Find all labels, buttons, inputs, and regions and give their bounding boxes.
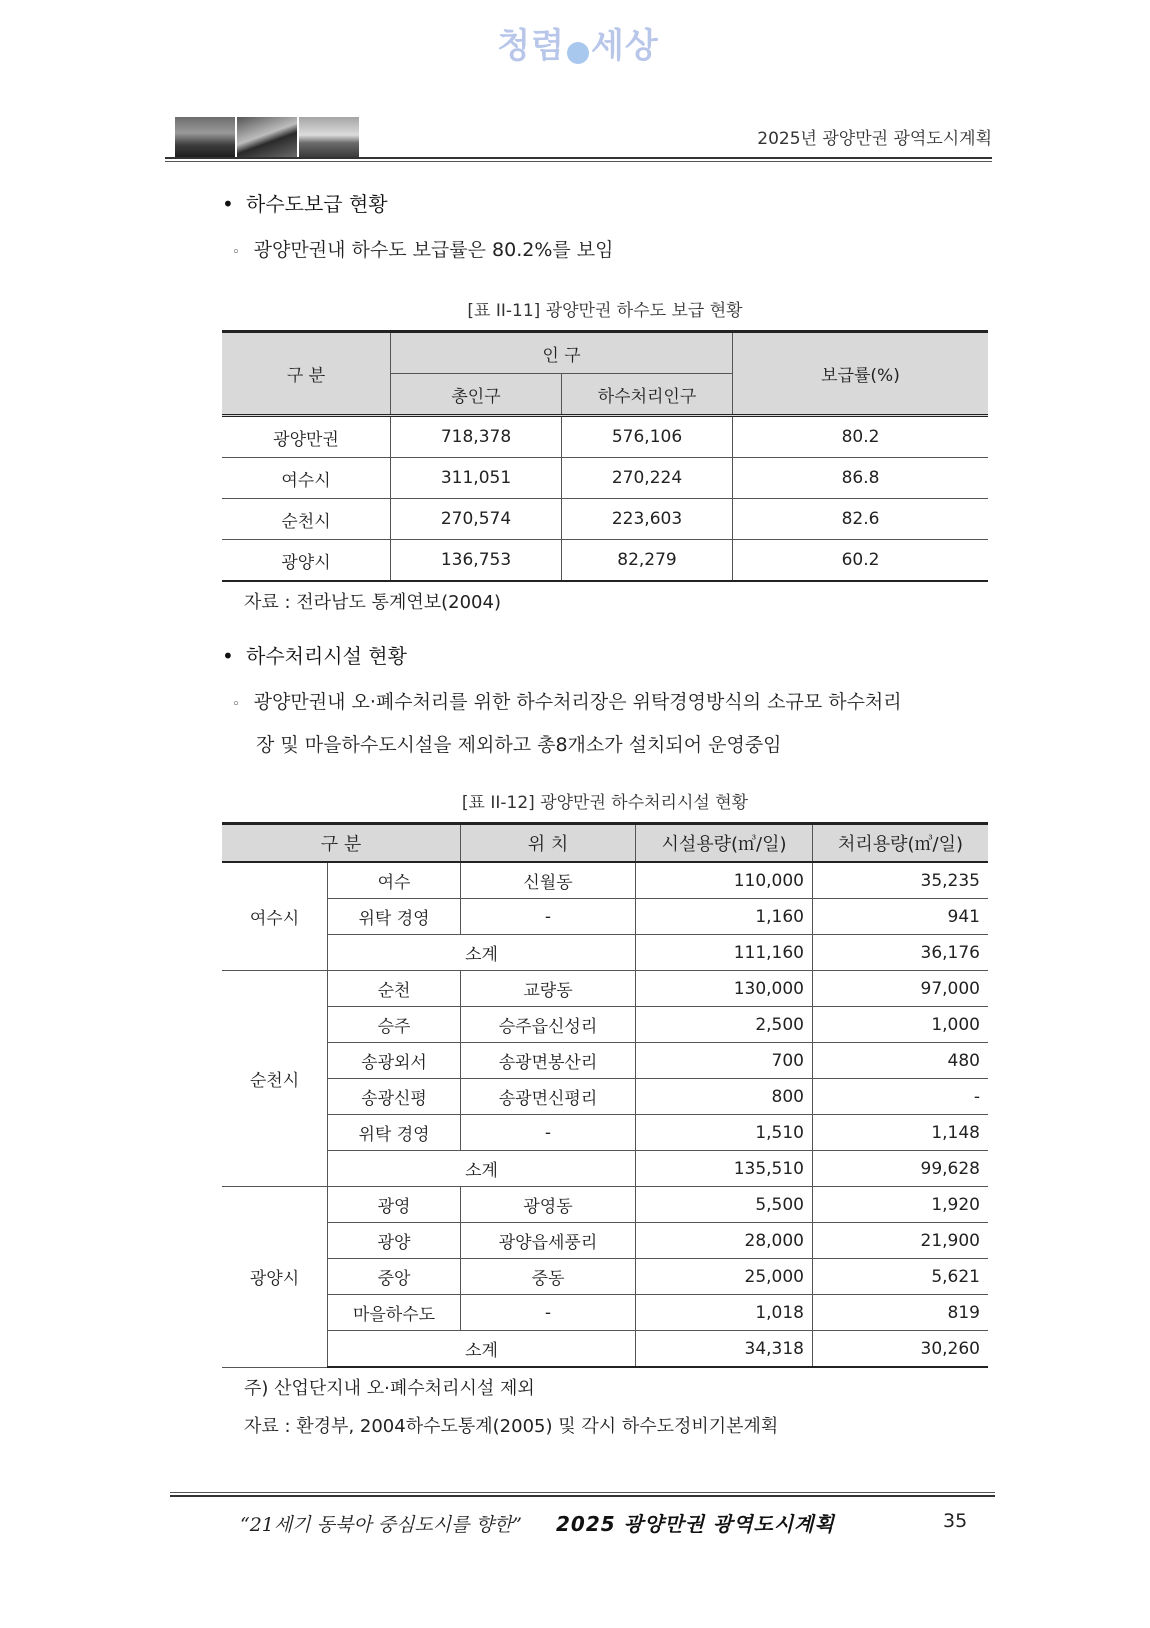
cell-location: -: [461, 1295, 636, 1331]
cell-total: 311,051: [391, 458, 562, 499]
table-row: [222, 1187, 988, 1223]
cell-capacity: 130,000: [636, 971, 813, 1007]
cell-total: 270,574: [391, 499, 562, 540]
cell-rate: 60.2: [733, 540, 989, 582]
treatment-facilities-table: [222, 822, 988, 1368]
source-note-1: 자료 : 전라남도 통계연보(2004): [244, 592, 501, 613]
th-gubun: 구 분: [222, 332, 391, 416]
header-logo: [488, 18, 668, 74]
sewer-supply-table: [222, 330, 988, 582]
cell-treated: 576,106: [562, 416, 733, 458]
table-row: [222, 1115, 988, 1151]
cell-facility: 송광외서: [328, 1043, 461, 1079]
cell-location: 교량동: [461, 971, 636, 1007]
paragraph-text-line1: 광양만권내 오·폐수처리를 위한 하수처리장은 위탁경영방식의 소규모 하수처리: [253, 691, 902, 713]
table-row: [222, 899, 988, 935]
footer-rule-thin: [170, 1492, 995, 1493]
table-row: [222, 499, 988, 540]
cell-subtotal-label: 소계: [328, 935, 636, 971]
cell-processed: 1,148: [813, 1115, 989, 1151]
table-caption-11: [표 II-11] 광양만권 하수도 보급 현황: [467, 301, 743, 321]
cell-rate: 82.6: [733, 499, 989, 540]
cell-capacity: 2,500: [636, 1007, 813, 1043]
cell-total: 136,753: [391, 540, 562, 582]
cell-subtotal-capacity: 34,318: [636, 1331, 813, 1368]
cell-region: 여수시: [222, 458, 391, 499]
cell-facility: 송광신평: [328, 1079, 461, 1115]
cell-region: 순천시: [222, 499, 391, 540]
table-row-subtotal: [222, 1331, 988, 1368]
cell-city: 순천시: [222, 971, 328, 1187]
cell-subtotal-label: 소계: [328, 1151, 636, 1187]
cell-city: 여수시: [222, 862, 328, 971]
cell-processed: 1,920: [813, 1187, 989, 1223]
paragraph-treatment: [232, 682, 992, 765]
table-row: [222, 540, 988, 582]
cell-capacity: 25,000: [636, 1259, 813, 1295]
cell-subtotal-processed: 99,628: [813, 1151, 989, 1187]
header-photo-coast: [175, 117, 235, 157]
table-row: [222, 458, 988, 499]
cell-processed: 819: [813, 1295, 989, 1331]
cell-facility: 여수: [328, 862, 461, 899]
cell-capacity: 5,500: [636, 1187, 813, 1223]
paragraph-text-line2: 장 및 마을하수도시설을 제외하고 총8개소가 설치되어 운영중임: [256, 734, 782, 756]
header-photo-strip: [175, 117, 365, 159]
cell-facility: 위탁 경영: [328, 899, 461, 935]
logo-emblem-icon: [567, 42, 589, 64]
cell-facility: 광영: [328, 1187, 461, 1223]
th-capacity: 시설용량(㎥/일): [636, 824, 813, 863]
cell-location: 송광면신평리: [461, 1079, 636, 1115]
table-row: [222, 1259, 988, 1295]
cell-treated: 223,603: [562, 499, 733, 540]
th-total-pop: 총인구: [391, 374, 562, 416]
cell-rate: 80.2: [733, 416, 989, 458]
cell-region: 광양시: [222, 540, 391, 582]
cell-location: -: [461, 1115, 636, 1151]
cell-location: 송광면봉산리: [461, 1043, 636, 1079]
cell-subtotal-label: 소계: [328, 1331, 636, 1368]
section-heading-text: 하수도보급 현황: [246, 192, 388, 216]
cell-location: 광양읍세풍리: [461, 1223, 636, 1259]
cell-location: 신월동: [461, 862, 636, 899]
header-photo-bridge: [299, 117, 359, 157]
paragraph-text: 광양만권내 하수도 보급률은 80.2%를 보임: [253, 239, 614, 261]
table-row-subtotal: [222, 1151, 988, 1187]
th-processed: 처리용량(㎥/일): [813, 824, 989, 863]
cell-capacity: 110,000: [636, 862, 813, 899]
cell-subtotal-processed: 30,260: [813, 1331, 989, 1368]
header-rule-thin: [165, 161, 992, 162]
table-row: [222, 862, 988, 899]
cell-city: 광양시: [222, 1187, 328, 1368]
header-photo-river: [237, 117, 297, 157]
cell-capacity: 1,018: [636, 1295, 813, 1331]
header-title: 2025년 광양만권 광역도시계획: [757, 129, 992, 149]
cell-processed: 97,000: [813, 971, 989, 1007]
th-treated-pop: 하수처리인구: [562, 374, 733, 416]
table-row: [222, 971, 988, 1007]
cell-capacity: 1,160: [636, 899, 813, 935]
table-row: [222, 416, 988, 458]
bullet-icon: •: [222, 192, 234, 216]
footer-title: 2025 광양만권 광역도시계획: [556, 1512, 835, 1536]
table-row: [222, 1295, 988, 1331]
footer-rule: [170, 1495, 995, 1497]
cell-processed: 21,900: [813, 1223, 989, 1259]
cell-location: 중동: [461, 1259, 636, 1295]
th-population: 인 구: [391, 332, 733, 374]
cell-facility: 순천: [328, 971, 461, 1007]
cell-subtotal-capacity: 111,160: [636, 935, 813, 971]
cell-region: 광양만권: [222, 416, 391, 458]
cell-processed: 480: [813, 1043, 989, 1079]
cell-facility: 마을하수도: [328, 1295, 461, 1331]
cell-subtotal-processed: 36,176: [813, 935, 989, 971]
cell-facility: 승주: [328, 1007, 461, 1043]
logo-text-left: 청렴: [497, 26, 565, 66]
circle-bullet-icon: ◦: [232, 245, 240, 260]
circle-bullet-icon: ◦: [232, 697, 240, 712]
logo-text-right: 세상: [591, 26, 659, 66]
table-row: [222, 1079, 988, 1115]
th-location: 위 치: [461, 824, 636, 863]
cell-subtotal-capacity: 135,510: [636, 1151, 813, 1187]
cell-processed: 5,621: [813, 1259, 989, 1295]
page-number: 35: [943, 1510, 968, 1532]
cell-processed: 35,235: [813, 862, 989, 899]
table-row: [222, 1043, 988, 1079]
section-heading-treatment-facilities: [222, 640, 407, 669]
section-heading-text: 하수처리시설 현황: [246, 644, 407, 668]
table-row: [222, 1007, 988, 1043]
table-caption-12: [표 II-12] 광양만권 하수처리시설 현황: [461, 793, 749, 813]
cell-processed: 1,000: [813, 1007, 989, 1043]
th-gubun: 구 분: [222, 824, 461, 863]
cell-processed: 941: [813, 899, 989, 935]
cell-capacity: 1,510: [636, 1115, 813, 1151]
cell-facility: 위탁 경영: [328, 1115, 461, 1151]
cell-capacity: 700: [636, 1043, 813, 1079]
cell-capacity: 800: [636, 1079, 813, 1115]
cell-facility: 중앙: [328, 1259, 461, 1295]
paragraph-sewer-rate: [232, 230, 614, 273]
header-rule: [165, 157, 992, 159]
cell-processed: -: [813, 1079, 989, 1115]
cell-total: 718,378: [391, 416, 562, 458]
source-note-2: 자료 : 환경부, 2004하수도통계(2005) 및 각시 하수도정비기본계획: [244, 1416, 779, 1437]
table-row: [222, 1223, 988, 1259]
cell-location: -: [461, 899, 636, 935]
cell-capacity: 28,000: [636, 1223, 813, 1259]
cell-facility: 광양: [328, 1223, 461, 1259]
footnote: 주) 산업단지내 오·폐수처리시설 제외: [244, 1378, 535, 1399]
cell-location: 승주읍신성리: [461, 1007, 636, 1043]
cell-treated: 82,279: [562, 540, 733, 582]
footer-slogan: “21세기 동북아 중심도시를 향한”: [240, 1514, 522, 1536]
bullet-icon: •: [222, 644, 234, 668]
cell-treated: 270,224: [562, 458, 733, 499]
cell-location: 광영동: [461, 1187, 636, 1223]
cell-rate: 86.8: [733, 458, 989, 499]
table-row-subtotal: [222, 935, 988, 971]
th-rate: 보급률(%): [733, 332, 989, 416]
section-heading-sewer-supply: [222, 188, 388, 217]
